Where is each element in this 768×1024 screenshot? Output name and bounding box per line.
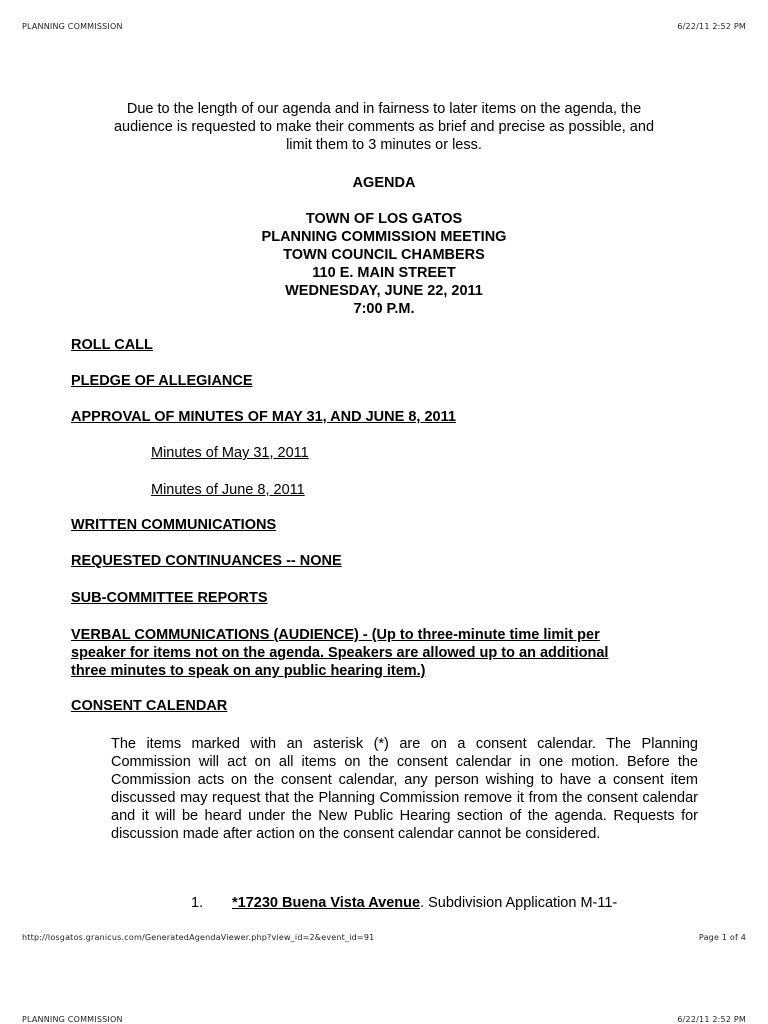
intro-line: Due to the length of our agenda and in fairness to later items on the agenda, the: [126, 101, 642, 117]
intro-line: limit them to 3 minutes or less.: [286, 137, 482, 153]
section-verbal-communications: [71, 626, 608, 680]
section-written-communications: WRITTEN COMMUNICATIONS: [71, 517, 277, 533]
agenda-heading: AGENDA: [352, 175, 416, 191]
section-pledge: PLEDGE OF ALLEGIANCE: [71, 373, 253, 389]
item-number: 1.: [191, 895, 204, 911]
print-footer-page-number: Page 1 of 4: [698, 933, 746, 942]
meeting-info: [0, 210, 768, 318]
consent-calendar-description: The items marked with an asterisk (*) are on a consent calendar. The Planning Commission will act on all items on the consent calendar in one motion. Before the Commission acts on the consent calendar, any person wishing to have a consent item discussed may request that the Planning Commission remove it from the consent calendar and it will be heard under the New Public Hearing section of the agenda. Requests for discussion made after action on the consent calendar cannot be considered.: [111, 736, 698, 842]
section-subcommittee-reports: SUB-COMMITTEE REPORTS: [71, 590, 268, 606]
minutes-june-8-link[interactable]: Minutes of June 8, 2011: [151, 482, 305, 498]
section-requested-continuances: REQUESTED CONTINUANCES -- NONE: [71, 553, 342, 569]
section-roll-call: ROLL CALL: [71, 337, 153, 353]
meeting-line: 7:00 P.M.: [353, 301, 415, 317]
section-consent-calendar: CONSENT CALENDAR: [71, 698, 228, 714]
item-text: [232, 894, 617, 912]
meeting-line: TOWN OF LOS GATOS: [305, 211, 463, 227]
meeting-line: 110 E. MAIN STREET: [312, 265, 456, 281]
next-page-header-timestamp: 6/22/11 2:52 PM: [677, 1015, 746, 1024]
meeting-line: WEDNESDAY, JUNE 22, 2011: [285, 283, 483, 299]
next-page-header-title: PLANNING COMMISSION: [22, 1015, 123, 1024]
intro-line: audience is requested to make their comments as brief and precise as possible, and: [113, 119, 655, 135]
meeting-line: PLANNING COMMISSION MEETING: [261, 229, 507, 245]
print-header-title: PLANNING COMMISSION: [22, 22, 123, 31]
item-title: *17230 Buena Vista Avenue: [232, 895, 421, 911]
intro-notice: [0, 100, 768, 154]
section-approval-minutes: APPROVAL OF MINUTES OF MAY 31, AND JUNE 8, 2011: [71, 409, 456, 425]
meeting-line: TOWN COUNCIL CHAMBERS: [283, 247, 485, 263]
print-header-timestamp: 6/22/11 2:52 PM: [677, 22, 746, 31]
verbal-line: speaker for items not on the agenda. Speakers are allowed up to an additional: [71, 645, 609, 661]
verbal-line: three minutes to speak on any public hearing item.): [71, 663, 426, 679]
verbal-line: VERBAL COMMUNICATIONS (AUDIENCE) - (Up to three-minute time limit per: [71, 627, 600, 643]
item-description: . Subdivision Application M-11-: [420, 895, 618, 911]
print-footer-url: http://losgatos.granicus.com/GeneratedAgendaViewer.php?view_id=2&event_id=91: [22, 933, 375, 942]
minutes-may-31-link[interactable]: Minutes of May 31, 2011: [151, 445, 309, 461]
